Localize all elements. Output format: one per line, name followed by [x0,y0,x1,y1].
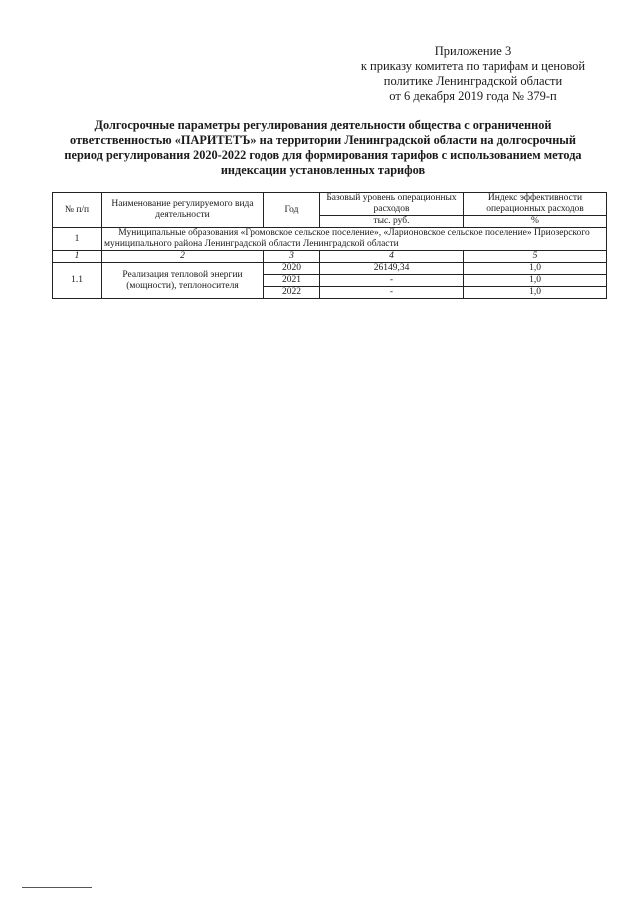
header-num: № п/п [53,193,102,228]
index-cell-1: 1 [53,251,102,263]
row-year: 2022 [264,287,320,299]
header-activity: Наименование регулируемого вида деятельности [102,193,264,228]
header-efficiency: Индекс эффективности операционных расходов [464,193,607,216]
appendix-line-4: от 6 декабря 2019 года № 379-п [389,89,557,103]
header-base-unit: тыс. руб. [320,216,464,228]
header-efficiency-unit: % [464,216,607,228]
title-line-2: ответственностью «ПАРИТЕТЪ» на территории Ленинградской области на долгосрочный [70,133,576,147]
row-index: 1,0 [464,287,607,299]
footer-divider [22,887,92,888]
row-year: 2020 [264,263,320,275]
table-section-row [53,228,607,251]
index-cell-2: 2 [102,251,264,263]
row-base: - [320,287,464,299]
row-base: 26149,34 [320,263,464,275]
title-line-1: Долгосрочные параметры регулирования деятельности общества с ограниченной [94,118,552,132]
header-base-level: Базовый уровень операционных расходов [320,193,464,216]
item-num: 1.1 [53,263,102,299]
item-activity: Реализация тепловой энергии (мощности), теплоносителя [102,263,264,299]
title-line-4: индексации установленных тарифов [220,163,426,177]
section-num: 1 [53,228,102,251]
row-base: - [320,275,464,287]
row-index: 1,0 [464,263,607,275]
title-line-3: период регулирования 2020-2022 годов для формирования тарифов с использованием метода [64,148,582,162]
appendix-line-2: к приказу комитета по тарифам и ценовой [360,59,586,73]
appendix-line-1: Приложение 3 [434,44,512,58]
table-index-row [53,251,607,263]
row-year: 2021 [264,275,320,287]
table-header-row [53,193,607,216]
section-text: Муниципальные образования «Громовское сельское поселение», «Ларионовское сельское поселение» Приозерского муниципального района Ленинградской области Ленинградской области [102,228,607,251]
table-row [53,263,607,275]
appendix-header [348,44,598,104]
row-index: 1,0 [464,275,607,287]
index-cell-4: 4 [320,251,464,263]
appendix-line-3: политике Ленинградской области [383,74,563,88]
parameters-table [52,192,607,299]
index-cell-3: 3 [264,251,320,263]
index-cell-5: 5 [464,251,607,263]
header-year: Год [264,193,320,228]
document-title [40,118,606,178]
